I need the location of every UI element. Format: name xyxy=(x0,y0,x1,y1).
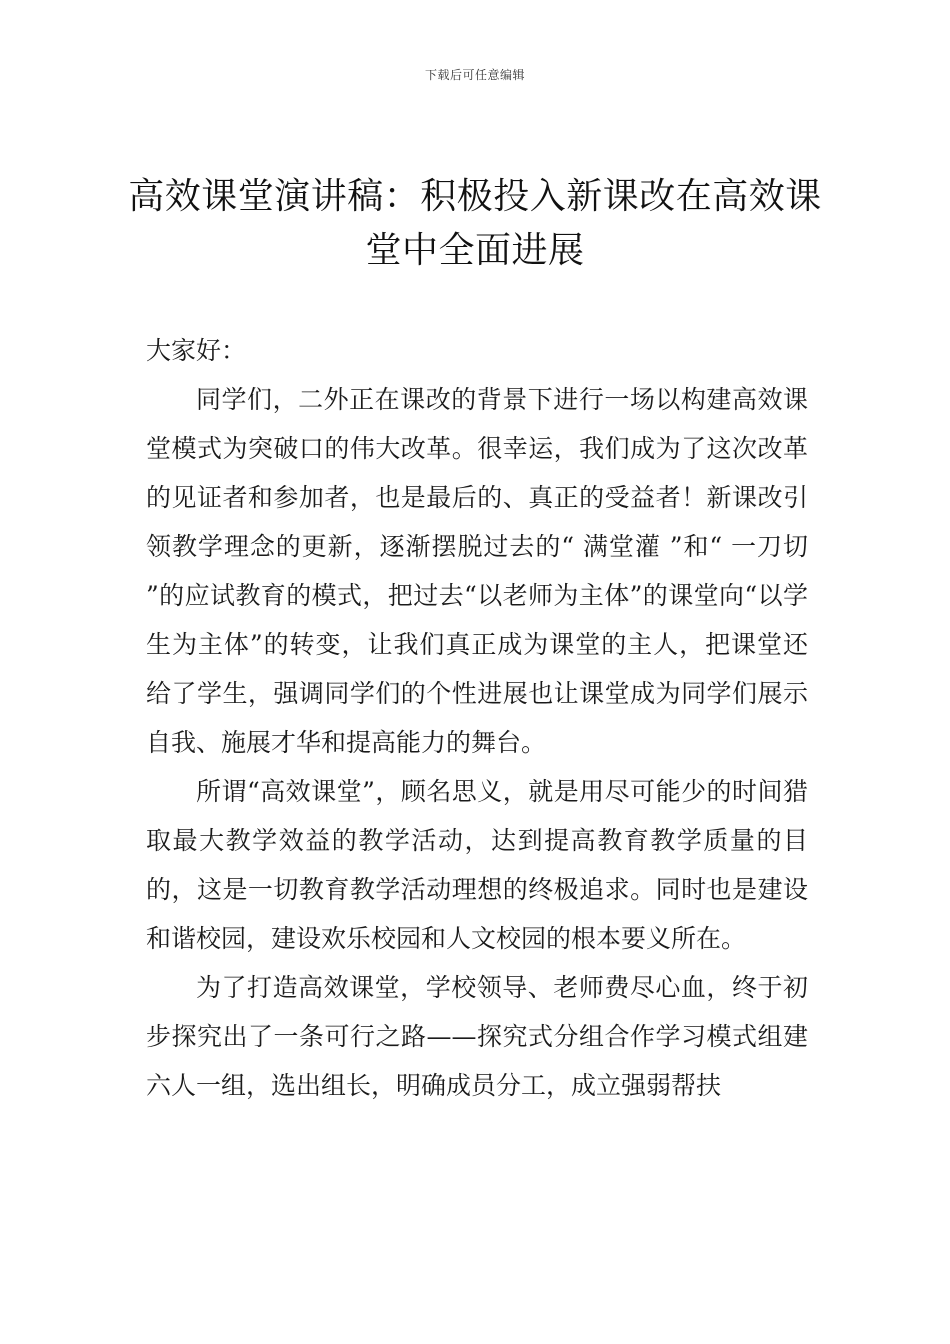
document-body xyxy=(146,326,808,1110)
paragraph-3: 为了打造高效课堂，学校领导、老师费尽心血，终于初步探究出了一条可行之路——探究式分组合作学习模式组建六人一组，选出组长，明确成员分工，成立强弱帮扶 xyxy=(146,973,808,1100)
document-title: 高效课堂演讲稿：积极投入新课改在高效课堂中全面进展 xyxy=(128,176,822,271)
paragraph-1: 同学们，二外正在课改的背景下进行一场以构建高效课堂模式为突破口的伟大改革。很幸运，我们成为了这次改革的见证者和参加者，也是最后的、真正的受益者！新课改引领教学理念的更新，逐渐摆脱过去的“ 满堂灌 ”和“ 一刀切 ”的应试教育的模式，把过去“以老师为主体”的课堂向“以学生为主体”的转变，让我们真正成为课堂的主人，把课堂还给了学生，强调同学们的个性进展也让课堂成为同学们展示自我、施展才华和提高能力的舞台。 xyxy=(146,385,808,757)
paragraph-2: 所谓“高效课堂”，顾名思义，就是用尽可能少的时间猎取最大教学效益的教学活动，达到提高教育教学质量的目的，这是一切教育教学活动理想的终极追求。同时也是建设和谐校园，建设欢乐校园和人文校园的根本要义所在。 xyxy=(146,777,808,953)
greeting: 大家好： xyxy=(146,336,247,365)
header-note: 下载后可任意编辑 xyxy=(424,68,525,82)
